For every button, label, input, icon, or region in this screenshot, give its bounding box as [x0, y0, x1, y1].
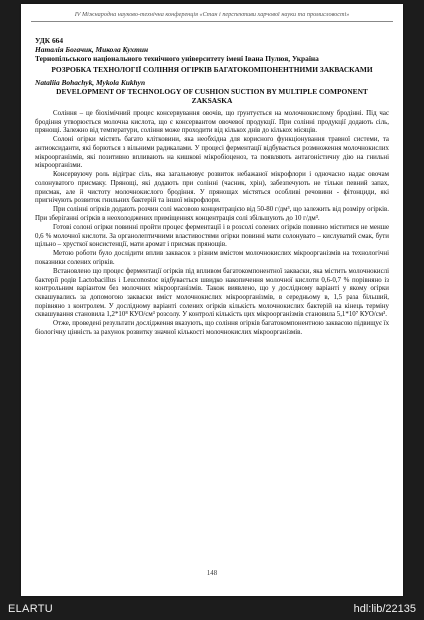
page-number: 148 — [206, 570, 218, 577]
body-paragraph: Консервуючу роль відіграє сіль, яка загальмовує розвиток небажаної мікрофлори і одночасно надає овочам солонуватого присмаку. Прянощі, які додають при солінні (часник, хрін), забезпечують не тільки певний запах, присмак, але й чистоту молочнокислого бродіння. У прянощах містяться особливі речовини - фітонциди, які пригнічують розвиток гнильних бактерій та іншої мікрофлори. — [35, 171, 389, 205]
article-content — [35, 36, 389, 338]
repository-label: ELARTU — [8, 603, 53, 615]
authors-en: Nataliia Bohachyk, Mykola Kukhyn — [35, 78, 146, 87]
authors-ua: Наталія Богачик, Микола Кухтин — [35, 45, 149, 54]
body-paragraph: Готові солоні огірки повинні пройти процес ферментації і в розсолі солених огірків повинно міститися не менше 0,6 % молочної кислоти. За органолептичними властивостями огірки повинні мати солонувато – кислуватий смак, бути щільно – хрусткої консистенції, мати аромат і присмак прянощів. — [35, 224, 389, 249]
body-paragraph: Соління – це біохімічний процес консервування овочів, що ґрунтується на молочнокислому бродінні. Під час бродіння утворюється молочна кислота, що є консервантом овочевої продукції. При солінні продукції додають сіль, прянощі. Залежно від температури, соління може проходити від кількох днів до кількох місяців. — [35, 110, 389, 135]
body-paragraph: При солінні огірків додають розчин солі масовою концентрацією від 50-80 г/дм³, що залежить від розміру огірків. При зберіганні огірків в неохолоджених приміщеннях концентрація солі збільшують до 10 г/дм³. — [35, 206, 389, 222]
udk-code: УДК 664 — [35, 36, 64, 45]
running-header: IV Міжнародна науково-технічна конференція «Стан і перспективи харчової науки та промисловості» — [31, 11, 393, 22]
title-ua: РОЗРОБКА ТЕХНОЛОГІЇ СОЛІННЯ ОГІРКІВ БАГАТОКОМПОНЕНТНИМИ ЗАКВАСКАМИ — [51, 65, 373, 74]
title-en: DEVELOPMENT OF TECHNOLOGY OF CUSHION SUCTION BY MULTIPLE COMPONENT ZAKSASKA — [56, 87, 368, 105]
handle-link[interactable]: hdl:lib/22135 — [353, 603, 416, 615]
body-paragraph: Встановлено що процес ферментації огірків під впливом багатокомпонентної закваски, яка містить молочнокислі бактерії родів Lactobacillus і Leuconostoc відбувається швидко накопичення молочної кислоти 0,6-0,7 % порівняно із контрольним варіантом без молочних мікроорганізмів. Також виявлено, що у дослідному варіанті у якому огірки сквашувались за допомогою закваски вміст молочнокислих мікроорганізмів, в середньому в, 1,5 раза більший, порівняно з контролем. У дослідному варіанті солених огірків кількість молочнокислих бактерій на кінець терміну сквашування становила 1,2*10⁸ КУО/см³ розсолу. У контролі кількість цих мікроорганізмів становила 5,1*10⁷ КУО/см³. — [35, 268, 389, 319]
body-paragraph: Солоні огірки містять багато клітковини, яка необхідна для корисного функціонування травної системи, та антиоксиданти, які борються з вільними радикалами. У процесі ферментації відбувається розмноження молочнокислих мікроорганізмів, які позитивно впливають на кишкові мікробіоценоз, та появляють антагоністичну дію на гнильні мікроорганізми. — [35, 136, 389, 170]
affiliation: Тернопільського національного технічного університету імені Івана Пулюя, Україна — [35, 54, 319, 63]
body-paragraph: Отже, проведені результати дослідження вказують, що соління огірків багатокомпонентною заквасою підвищує їх біологічну цінність за рахунок розвитку значної кількості молочнокислих мікроорганізмів. — [35, 320, 390, 336]
body-paragraph: Метою роботи було дослідити вплив заквасок з різним вмістом молочнокислих мікроорганізмів на технологічні показники солених огірків. — [35, 250, 389, 267]
document-page — [21, 4, 403, 596]
article-body — [35, 110, 389, 338]
viewer-footer — [0, 600, 424, 620]
